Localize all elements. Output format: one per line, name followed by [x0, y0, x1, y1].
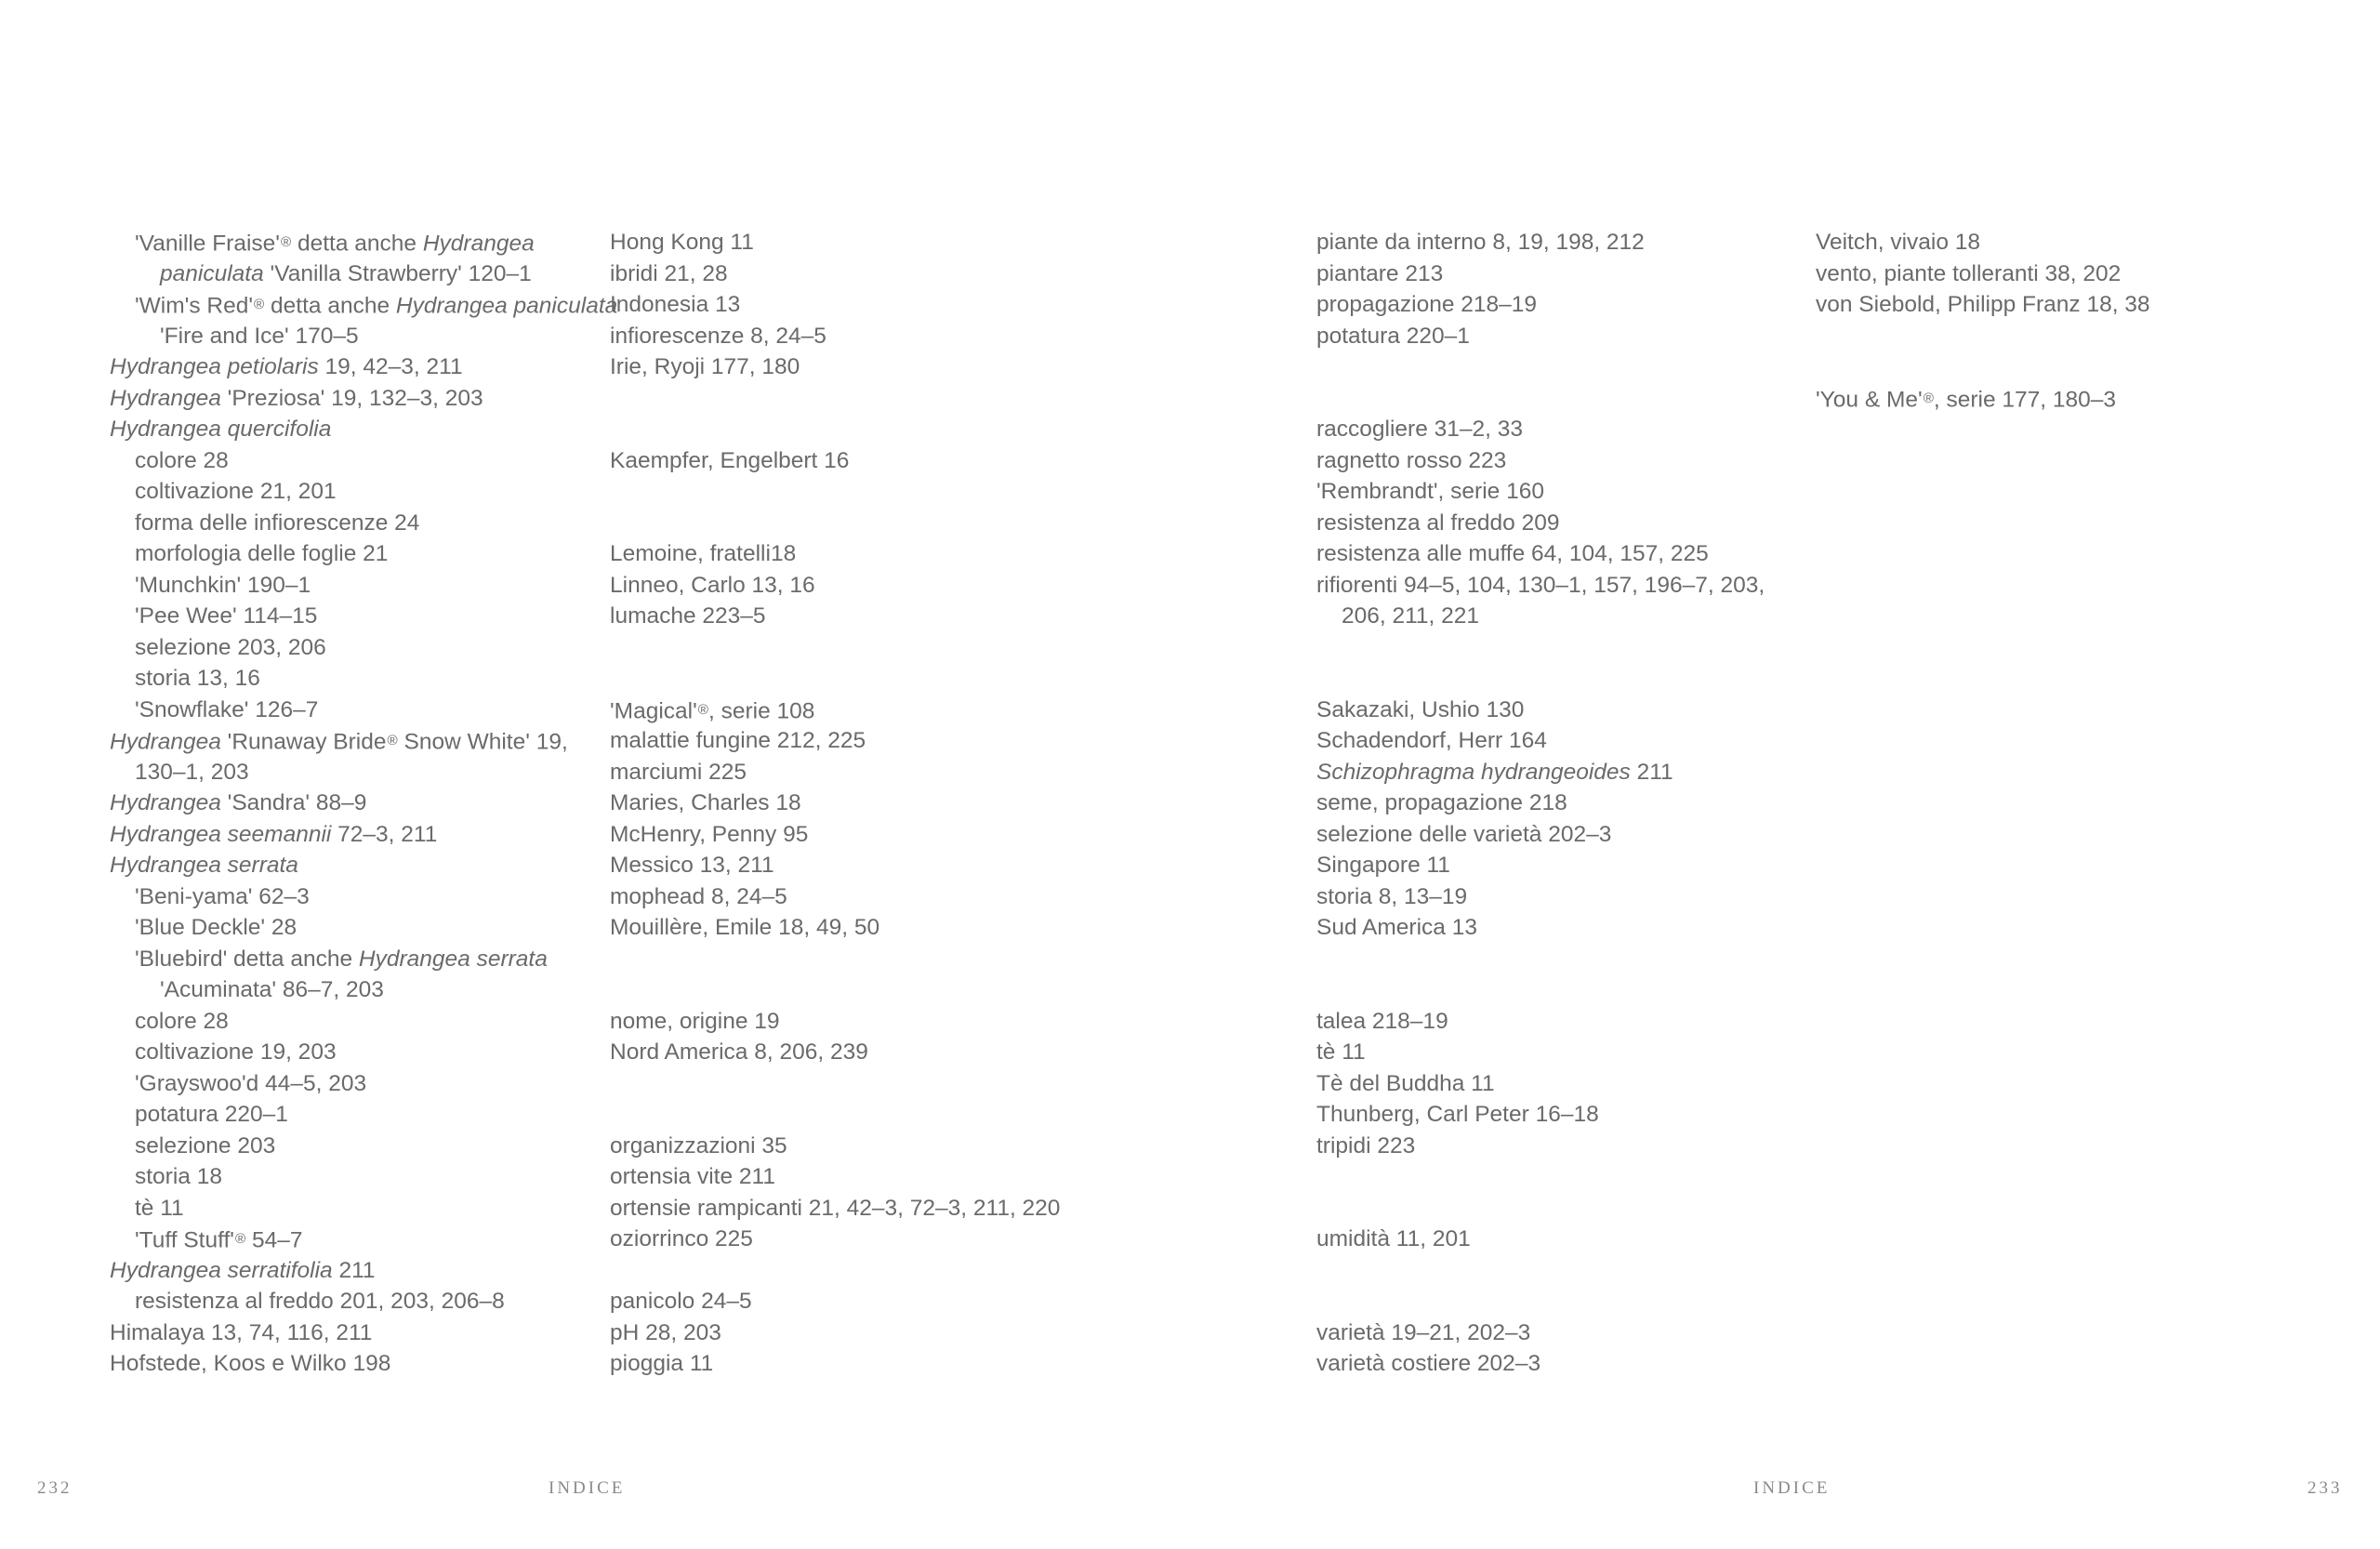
index-column-2: [610, 227, 1261, 1380]
index-text: ibridi 21, 28: [610, 260, 728, 286]
index-spacer: [1316, 351, 1837, 383]
index-text: 'Tuff Stuff': [135, 1227, 234, 1253]
index-subentry: [110, 258, 630, 290]
index-entry: [610, 757, 1261, 788]
index-spacer: [610, 974, 1261, 1006]
index-text: Tè del Buddha 11: [1316, 1070, 1495, 1096]
index-entry: [610, 351, 1261, 383]
index-entry: [610, 725, 1261, 757]
index-entry: [1316, 1131, 1837, 1162]
index-entry: [1816, 289, 2336, 321]
index-text: potatura 220–1: [1316, 323, 1470, 349]
index-text: tè 11: [135, 1195, 184, 1221]
index-text: vento, piante tolleranti 38, 202: [1816, 260, 2122, 286]
index-entry: [1316, 1099, 1837, 1131]
index-entry: [610, 1161, 1261, 1193]
index-entry: [610, 819, 1261, 851]
index-spacer: [1816, 321, 2336, 352]
index-entry: [610, 1348, 1261, 1380]
index-subentry: [1316, 601, 1837, 632]
index-entry: [110, 1348, 630, 1380]
index-entry: [110, 1317, 630, 1349]
index-entry: [610, 289, 1261, 321]
index-text: 'Vanille Fraise': [135, 231, 280, 257]
index-entry: [610, 1317, 1261, 1349]
index-entry: [610, 881, 1261, 913]
index-entry: [1316, 508, 1837, 539]
index-spacer: [610, 632, 1261, 664]
index-text: detta anche: [264, 293, 396, 319]
index-text: selezione delle varietà 202–3: [1316, 821, 1612, 847]
index-spacer: [1316, 974, 1837, 1006]
index-text: storia 18: [135, 1164, 222, 1189]
index-text: selezione 203: [135, 1132, 276, 1158]
index-text: 211: [332, 1257, 376, 1283]
index-entry: [1316, 1317, 1837, 1349]
index-spacer: [610, 1068, 1261, 1100]
index-entry: [1316, 414, 1837, 445]
index-text: Maries, Charles 18: [610, 790, 801, 815]
index-entry: [1816, 258, 2336, 290]
index-subentry: [110, 944, 630, 975]
index-entry: [610, 1037, 1261, 1068]
index-text: 54–7: [245, 1227, 303, 1253]
index-subentry: [110, 508, 630, 539]
index-text: 206, 211, 221: [1342, 603, 1480, 629]
index-text: resistenza alle muffe 64, 104, 157, 225: [1316, 541, 1709, 566]
index-entry: [610, 1224, 1261, 1255]
index-subentry: [110, 1286, 630, 1317]
index-entry: [1316, 1037, 1837, 1068]
index-column-3: [1316, 227, 1837, 1380]
index-spacer: [1316, 663, 1837, 695]
index-text: 'Bluebird' detta anche: [135, 946, 359, 972]
index-text: Sud America 13: [1316, 915, 1477, 940]
index-text: 'Runaway Bride: [220, 729, 387, 755]
index-text: mophead 8, 24–5: [610, 883, 787, 909]
index-text: storia 13, 16: [135, 666, 260, 691]
index-entry: [610, 1131, 1261, 1162]
left-page-number: 232: [37, 1478, 73, 1498]
index-text: talea 218–19: [1316, 1008, 1448, 1034]
index-text: 211: [1630, 759, 1673, 785]
index-spacer: [1316, 1193, 1837, 1225]
index-text: Hydrangea serratifolia: [110, 1257, 333, 1283]
index-entry: [610, 445, 1261, 477]
index-text: Linneo, Carlo 13, 16: [610, 572, 815, 598]
index-entry: [610, 258, 1261, 290]
index-text: paniculata: [160, 260, 264, 286]
index-entry: [1316, 445, 1837, 477]
index-text: tè 11: [1316, 1039, 1366, 1065]
index-text: , serie 108: [707, 698, 815, 724]
index-text: umidità 11, 201: [1316, 1226, 1471, 1251]
index-entry: [610, 1193, 1261, 1225]
index-entry: [610, 227, 1261, 258]
index-entry: [610, 912, 1261, 944]
index-text: 'Blue Deckle' 28: [135, 915, 298, 940]
index-text: 'Grayswoo'd 44–5, 203: [135, 1070, 367, 1096]
index-text: Nord America 8, 206, 239: [610, 1039, 868, 1065]
index-subentry: [110, 1224, 630, 1255]
index-text: , serie 177, 180–3: [1933, 387, 2117, 413]
index-text: marciumi 225: [610, 759, 747, 785]
index-entry: [1316, 912, 1837, 944]
index-text: 'Acuminata' 86–7, 203: [160, 977, 384, 1002]
index-subentry: [110, 538, 630, 570]
index-text: 'Rembrandt', serie 160: [1316, 479, 1544, 504]
index-entry: [1316, 321, 1837, 352]
index-text: Hydrangea paniculata: [395, 293, 618, 319]
index-subentry: [110, 476, 630, 508]
index-text: McHenry, Penny 95: [610, 821, 809, 847]
index-text: 'Fire and Ice' 170–5: [160, 323, 359, 349]
registered-mark: ®: [280, 234, 292, 250]
index-text: 'Preziosa' 19, 132–3, 203: [220, 385, 483, 411]
index-text: Hofstede, Koos e Wilko 198: [110, 1351, 391, 1376]
index-text: resistenza al freddo 201, 203, 206–8: [135, 1289, 505, 1314]
index-spacer: [610, 383, 1261, 415]
index-entry: [610, 1286, 1261, 1317]
index-text: Hydrangea: [110, 790, 221, 815]
index-text: colore 28: [135, 1008, 229, 1034]
index-spacer: [1316, 944, 1837, 975]
index-entry: [1316, 1006, 1837, 1038]
index-entry: [1816, 227, 2336, 258]
index-subentry: [110, 1161, 630, 1193]
index-entry: [610, 695, 1261, 726]
index-entry: [610, 538, 1261, 570]
index-spacer: [610, 508, 1261, 539]
right-page-number: 233: [2307, 1478, 2343, 1498]
index-subentry: [110, 695, 630, 726]
index-spacer: [1316, 383, 1837, 415]
index-text: 'Pee Wee' 114–15: [135, 603, 318, 629]
index-text: 'Snowflake' 126–7: [135, 696, 319, 722]
index-text: Hydrangea: [110, 729, 221, 755]
index-entry: [110, 383, 630, 415]
index-text: Himalaya 13, 74, 116, 211: [110, 1319, 373, 1345]
index-text: Snow White' 19,: [397, 729, 568, 755]
index-entry: [610, 1006, 1261, 1038]
index-subentry: [110, 1131, 630, 1162]
index-text: resistenza al freddo 209: [1316, 510, 1560, 536]
index-text: 'You & Me': [1816, 387, 1923, 413]
index-entry: [1316, 725, 1837, 757]
index-text: Singapore 11: [1316, 853, 1450, 878]
index-entry: [110, 788, 630, 819]
index-subentry: [110, 445, 630, 477]
index-text: Hydrangea quercifolia: [110, 417, 332, 442]
index-text: nome, origine 19: [610, 1008, 780, 1034]
index-subentry: [110, 1006, 630, 1038]
index-text: 'Munchkin' 190–1: [135, 572, 311, 598]
index-spacer: [610, 414, 1261, 445]
index-text: pH 28, 203: [610, 1319, 721, 1345]
index-text: piante da interno 8, 19, 198, 212: [1316, 230, 1645, 255]
index-entry: [1316, 258, 1837, 290]
index-entry: [110, 850, 630, 881]
index-spacer: [610, 944, 1261, 975]
index-spacer: [610, 476, 1261, 508]
registered-mark: ®: [697, 701, 708, 718]
index-entry: [1316, 788, 1837, 819]
index-entry: [1316, 819, 1837, 851]
index-text: coltivazione 21, 201: [135, 479, 337, 504]
index-text: Schadendorf, Herr 164: [1316, 728, 1547, 753]
index-text: Mouillère, Emile 18, 49, 50: [610, 915, 880, 940]
registered-mark: ®: [254, 297, 265, 312]
index-entry: [1316, 1348, 1837, 1380]
index-text: Hong Kong 11: [610, 230, 754, 255]
index-text: panicolo 24–5: [610, 1289, 752, 1314]
index-text: pioggia 11: [610, 1351, 714, 1376]
index-text: rifiorenti 94–5, 104, 130–1, 157, 196–7, 203,: [1316, 572, 1765, 598]
index-text: forma delle infiorescenze 24: [135, 510, 420, 536]
index-text: varietà costiere 202–3: [1316, 1351, 1541, 1376]
index-text: 'Magical': [610, 698, 697, 724]
index-text: Hydrangea: [422, 231, 535, 257]
index-entry: [110, 414, 630, 445]
index-text: detta anche: [291, 231, 423, 257]
index-text: malattie fungine 212, 225: [610, 728, 866, 753]
index-entry: [1316, 476, 1837, 508]
index-text: Hydrangea serrata: [110, 853, 298, 878]
index-entry: [610, 601, 1261, 632]
index-subentry: [110, 632, 630, 664]
index-entry: [610, 570, 1261, 602]
index-entry: [110, 1255, 630, 1287]
index-text: storia 8, 13–19: [1316, 883, 1468, 909]
index-text: ortensia vite 211: [610, 1164, 775, 1189]
index-text: lumache 223–5: [610, 603, 766, 629]
index-text: Hydrangea: [110, 385, 221, 411]
index-text: seme, propagazione 218: [1316, 790, 1567, 815]
index-text: raccogliere 31–2, 33: [1316, 417, 1524, 442]
index-entry: [110, 819, 630, 851]
index-entry: [110, 351, 630, 383]
index-text: Hydrangea petiolaris: [110, 354, 319, 379]
index-subentry: [110, 289, 630, 321]
index-subentry: [110, 321, 630, 352]
index-spacer: [1816, 351, 2336, 383]
index-text: oziorrinco 225: [610, 1226, 753, 1251]
index-subentry: [110, 227, 630, 258]
index-subentry: [110, 1193, 630, 1225]
registered-mark: ®: [234, 1231, 246, 1247]
index-text: infiorescenze 8, 24–5: [610, 323, 826, 349]
index-text: varietà 19–21, 202–3: [1316, 1319, 1531, 1345]
index-text: Messico 13, 211: [610, 853, 774, 878]
index-text: Veitch, vivaio 18: [1816, 230, 1981, 255]
index-text: potatura 220–1: [135, 1102, 288, 1127]
index-text: propagazione 218–19: [1316, 292, 1538, 317]
index-entry: [610, 321, 1261, 352]
index-text: 72–3, 211: [331, 821, 438, 847]
index-text: colore 28: [135, 447, 229, 473]
index-subentry: [110, 1099, 630, 1131]
index-text: ragnetto rosso 223: [1316, 447, 1507, 473]
index-text: 'Beni-yama' 62–3: [135, 883, 310, 909]
index-entry: [1316, 1224, 1837, 1255]
index-text: morfologia delle foglie 21: [135, 541, 389, 566]
index-text: 'Wim's Red': [135, 293, 254, 319]
index-entry: [110, 725, 630, 757]
index-subentry: [110, 912, 630, 944]
index-text: 'Sandra' 88–9: [220, 790, 367, 815]
index-entry: [1316, 695, 1837, 726]
index-text: piantare 213: [1316, 260, 1444, 286]
index-entry: [1316, 289, 1837, 321]
index-text: Sakazaki, Ushio 130: [1316, 696, 1525, 722]
right-running-header: INDICE: [1753, 1478, 1831, 1498]
index-text: 130–1, 203: [135, 759, 249, 785]
index-entry: [1316, 538, 1837, 570]
index-spacer: [1316, 1255, 1837, 1287]
index-text: Lemoine, fratelli18: [610, 541, 797, 566]
index-text: Indonesia 13: [610, 292, 741, 317]
registered-mark: ®: [1923, 390, 1934, 406]
index-subentry: [110, 663, 630, 695]
index-text: selezione 203, 206: [135, 634, 326, 660]
index-text: Irie, Ryoji 177, 180: [610, 354, 800, 379]
registered-mark: ®: [387, 733, 398, 748]
index-spacer: [610, 1255, 1261, 1287]
index-text: coltivazione 19, 203: [135, 1039, 337, 1065]
index-spacer: [1316, 1161, 1837, 1193]
index-column-4: [1816, 227, 2336, 414]
index-text: 19, 42–3, 211: [318, 354, 463, 379]
index-entry: [1316, 1068, 1837, 1100]
index-subentry: [110, 881, 630, 913]
index-text: Schizophragma hydrangeoides: [1316, 759, 1631, 785]
index-subentry: [110, 601, 630, 632]
index-entry: [1816, 383, 2336, 415]
index-entry: [610, 788, 1261, 819]
index-entry: [1316, 570, 1837, 602]
index-text: ortensie rampicanti 21, 42–3, 72–3, 211, 220: [610, 1195, 1061, 1221]
index-spacer: [610, 663, 1261, 695]
index-entry: [1316, 757, 1837, 788]
left-running-header: INDICE: [549, 1478, 626, 1498]
index-entry: [1316, 881, 1837, 913]
index-subentry: [110, 570, 630, 602]
index-spacer: [1316, 1286, 1837, 1317]
index-entry: [1316, 850, 1837, 881]
index-spacer: [1316, 632, 1837, 664]
index-text: organizzazioni 35: [610, 1132, 787, 1158]
index-subentry: [110, 974, 630, 1006]
index-text: Hydrangea seemannii: [110, 821, 332, 847]
index-text: tripidi 223: [1316, 1132, 1416, 1158]
index-text: Thunberg, Carl Peter 16–18: [1316, 1102, 1599, 1127]
index-text: 'Vanilla Strawberry' 120–1: [263, 260, 532, 286]
index-spacer: [610, 1099, 1261, 1131]
index-subentry: [110, 1037, 630, 1068]
index-text: Kaempfer, Engelbert 16: [610, 447, 850, 473]
index-text: von Siebold, Philipp Franz 18, 38: [1816, 292, 2150, 317]
index-entry: [610, 850, 1261, 881]
index-entry: [1316, 227, 1837, 258]
index-column-1: [110, 227, 630, 1380]
index-subentry: [110, 1068, 630, 1100]
index-subentry: [110, 757, 630, 788]
index-text: Hydrangea serrata: [358, 946, 548, 972]
